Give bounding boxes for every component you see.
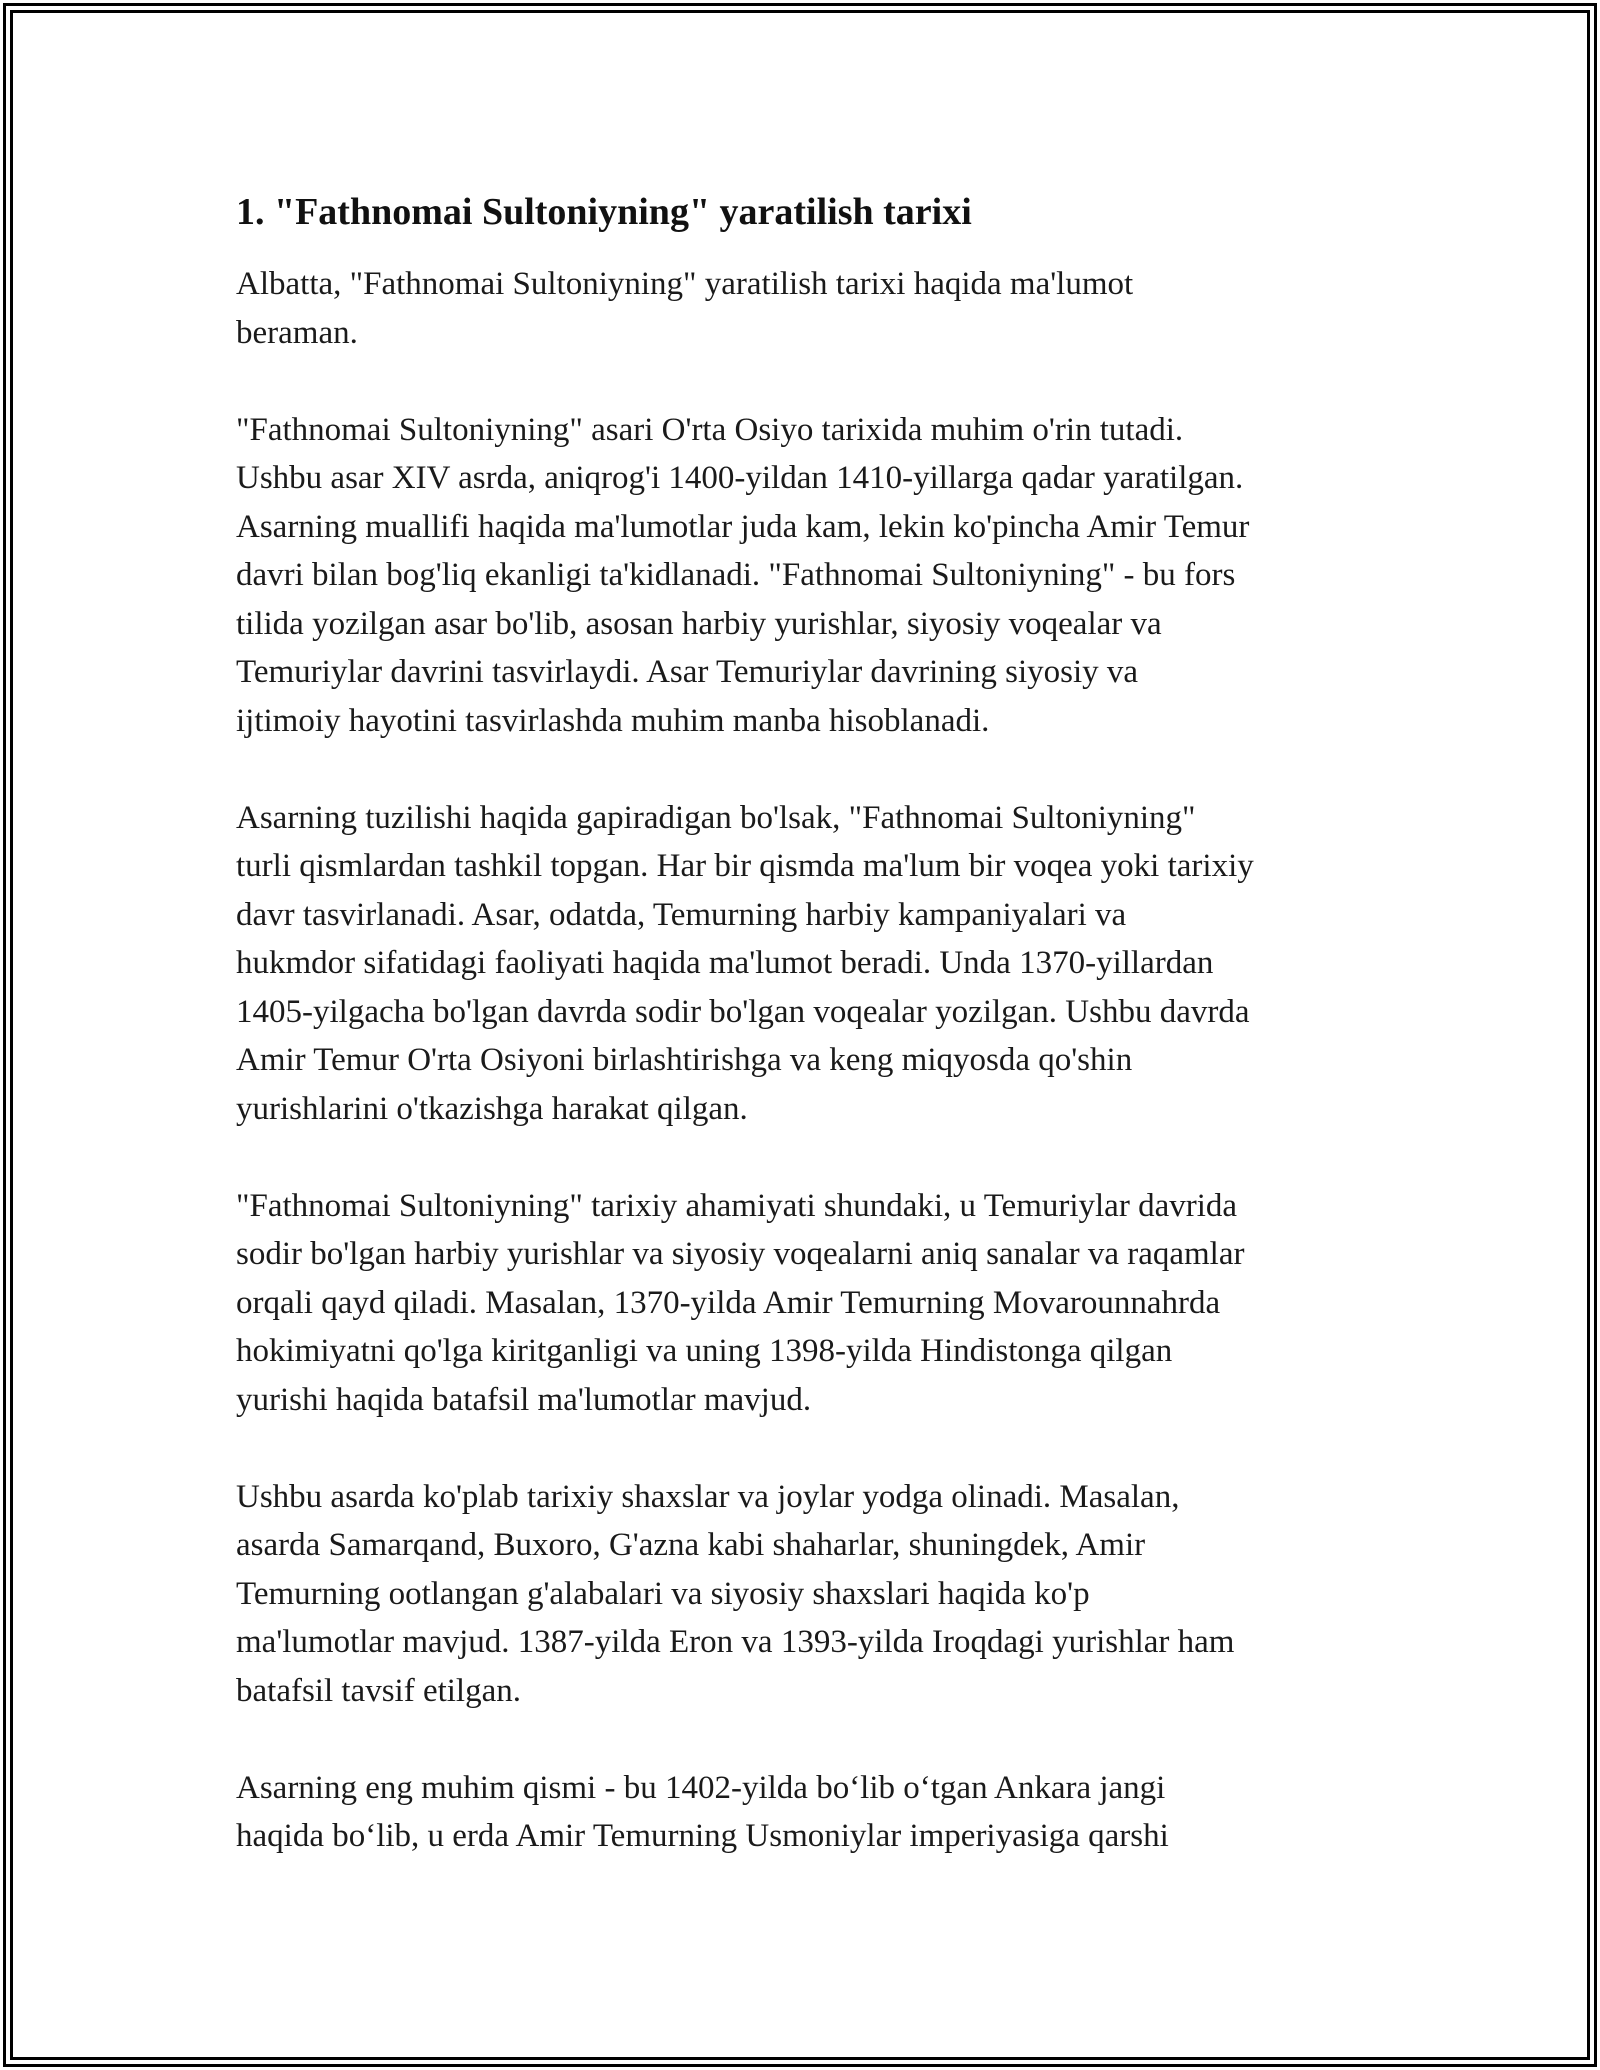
paragraph-line: Ushbu asar XIV asrda, aniqrog'i 1400-yildan 1410-yillarga qadar yaratilgan. (236, 460, 1244, 496)
paragraph-line: sodir bo'lgan harbiy yurishlar va siyosiy voqealarni aniq sanalar va raqamlar (236, 1236, 1245, 1272)
paragraph-line: davri bilan bog'liq ekanligi ta'kidlanadi. "Fathnomai Sultoniyning" - bu fors (236, 557, 1236, 593)
paragraph-line: tilida yozilgan asar bo'lib, asosan harbiy yurishlar, siyosiy voqealar va (236, 605, 1162, 642)
paragraph-line: orqali qayd qiladi. Masalan, 1370-yilda Amir Temurning Movarounnahrda (236, 1284, 1221, 1321)
paragraph-line: ijtimoiy hayotini tasvirlashda muhim manba hisoblanadi. (236, 702, 990, 739)
paragraph-line: haqida bo‘lib, u erda Amir Temurning Usmoniylar imperiyasiga qarshi (236, 1818, 1169, 1854)
paragraph-line: Amir Temur O'rta Osiyoni birlashtirishga va keng miqyosda qo'shin (236, 1042, 1133, 1078)
paragraph-line: Albatta, "Fathnomai Sultoniyning" yaratilish tarixi haqida ma'lumot (236, 266, 1134, 302)
paragraph-line: beraman. (236, 314, 358, 351)
paragraph-line: "Fathnomai Sultoniyning" tarixiy ahamiyati shundaki, u Temuriylar davrida (236, 1187, 1238, 1224)
paragraph-1 (236, 260, 1386, 357)
paragraph-line: batafsil tavsif etilgan. (236, 1672, 521, 1709)
document-body (236, 188, 1386, 1909)
paragraph-2 (236, 406, 1386, 746)
paragraph-line: hukmdor sifatidagi faoliyati haqida ma'lumot beradi. Unda 1370-yillardan (236, 945, 1214, 981)
section-heading: 1. "Fathnomai Sultoniyning" yaratilish tarixi (236, 191, 972, 233)
paragraph-line: Asarning eng muhim qismi - bu 1402-yilda bo‘lib o‘tgan Ankara jangi (236, 1769, 1166, 1806)
paragraph-line: yurishlarini o'tkazishga harakat qilgan. (236, 1090, 748, 1127)
paragraph-6 (236, 1764, 1386, 1861)
paragraph-line: Ushbu asarda ko'plab tarixiy shaxslar va joylar yodga olinadi. Masalan, (236, 1478, 1180, 1515)
paragraph-line: Asarning muallifi haqida ma'lumotlar juda kam, lekin ko'pincha Amir Temur (236, 508, 1250, 545)
paragraph-line: asarda Samarqand, Buxoro, G'azna kabi shaharlar, shuningdek, Amir (236, 1527, 1146, 1563)
paragraph-line: Asarning tuzilishi haqida gapiradigan bo'lsak, "Fathnomai Sultoniyning" (236, 799, 1196, 836)
paragraph-3 (236, 794, 1386, 1134)
paragraph-line: "Fathnomai Sultoniyning" asari O'rta Osiyo tarixida muhim o'rin tutadi. (236, 411, 1184, 448)
paragraph-line: hokimiyatni qo'lga kiritganligi va uning 1398-yilda Hindistonga qilgan (236, 1333, 1173, 1369)
paragraph-line: yurishi haqida batafsil ma'lumotlar mavjud. (236, 1381, 812, 1418)
paragraph-line: davr tasvirlanadi. Asar, odatda, Temurning harbiy kampaniyalari va (236, 896, 1127, 933)
paragraph-line: Temuriylar davrini tasvirlaydi. Asar Temuriylar davrining siyosiy va (236, 654, 1139, 690)
paragraph-line: Temurning ootlangan g'alabalari va siyosiy shaxslari haqida ko'p (236, 1575, 1090, 1612)
paragraph-line: turli qismlardan tashkil topgan. Har bir qismda ma'lum bir voqea yoki tarixiy (236, 848, 1254, 884)
paragraph-4 (236, 1182, 1386, 1425)
paragraph-line: 1405-yilgacha bo'lgan davrda sodir bo'lgan voqealar yozilgan. Ushbu davrda (236, 993, 1250, 1030)
paragraph-5 (236, 1473, 1386, 1716)
paragraph-line: ma'lumotlar mavjud. 1387-yilda Eron va 1393-yilda Iroqdagi yurishlar ham (236, 1624, 1235, 1660)
